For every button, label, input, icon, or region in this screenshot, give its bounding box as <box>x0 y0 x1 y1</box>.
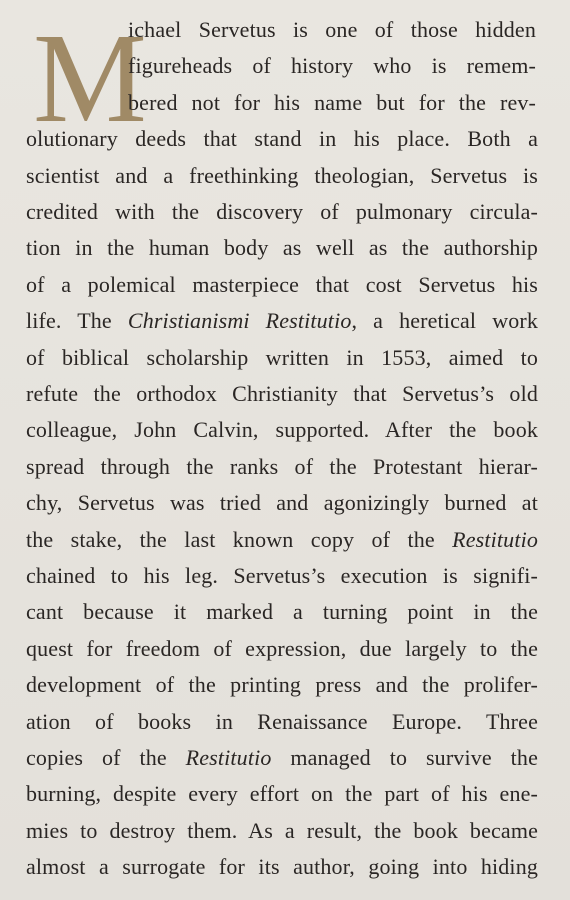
text-run: , a heretical work <box>351 308 539 334</box>
italic-title-text: Restitutio <box>185 745 272 770</box>
text-line <box>128 12 536 48</box>
text-line <box>26 412 538 448</box>
text-run: almost a surrogate for its author, going into hiding <box>26 854 538 880</box>
text-run: managed to survive the <box>271 745 538 770</box>
text-run: development of the printing press and the prolifer- <box>26 672 538 698</box>
text-line <box>26 522 538 558</box>
text-run: burning, despite every effort on the part of his ene- <box>26 781 538 807</box>
text-run: ichael Servetus is one of those hidden <box>128 17 536 42</box>
text-run: the stake, the last known copy of the <box>26 526 453 552</box>
text-run: quest for freedom of expression, due largely to the <box>26 635 538 661</box>
text-run: spread through the ranks of the Protestant hierar- <box>26 453 538 479</box>
text-run: scientist and a freethinking theologian, Servetus is <box>26 162 538 188</box>
text-line <box>26 631 538 667</box>
italic-title-text: Restitutio <box>452 526 538 552</box>
text-line <box>26 449 538 485</box>
text-line <box>26 776 538 812</box>
text-line <box>26 594 538 630</box>
text-run: refute the orthodox Christianity that Servetus’s old <box>26 381 538 406</box>
text-line <box>26 121 538 157</box>
text-run: ation of books in Renaissance Europe. Three <box>26 708 538 734</box>
text-run: chained to his leg. Servetus’s execution is signifi- <box>26 563 538 588</box>
text-run: credited with the discovery of pulmonary circula- <box>26 199 538 224</box>
text-run: copies of the <box>26 745 186 770</box>
text-run: of a polemical masterpiece that cost Servetus his <box>26 271 538 297</box>
text-run: mies to destroy them. As a result, the book became <box>26 817 538 843</box>
text-line <box>26 230 538 266</box>
text-line <box>26 376 538 412</box>
text-run: life. The <box>26 308 128 334</box>
text-run: olutionary deeds that stand in his place. Both a <box>26 126 538 152</box>
text-line <box>26 849 538 885</box>
text-line <box>26 667 538 703</box>
text-line <box>128 48 536 84</box>
text-line <box>26 194 538 230</box>
text-line <box>26 740 538 776</box>
text-line <box>128 85 536 121</box>
text-line <box>26 158 538 194</box>
text-line <box>26 267 538 303</box>
text-run: figureheads of history who is remem- <box>128 53 536 79</box>
text-line <box>26 704 538 740</box>
text-line <box>26 303 538 339</box>
drop-cap: M <box>33 7 147 149</box>
text-run: chy, Servetus was tried and agonizingly burned at <box>26 490 538 516</box>
text-run: bered not for his name but for the rev- <box>128 89 536 115</box>
text-run: cant because it marked a turning point in the <box>26 599 538 625</box>
text-run: tion in the human body as well as the authorship <box>26 235 538 261</box>
italic-title-text: Christianismi Restitutio <box>127 308 352 334</box>
text-line <box>26 485 538 521</box>
text-line <box>26 340 538 376</box>
text-line <box>26 558 538 594</box>
text-run: colleague, John Calvin, supported. After the book <box>26 417 538 443</box>
text-run: of biblical scholarship written in 1553, aimed to <box>26 344 538 370</box>
text-line <box>26 813 538 849</box>
